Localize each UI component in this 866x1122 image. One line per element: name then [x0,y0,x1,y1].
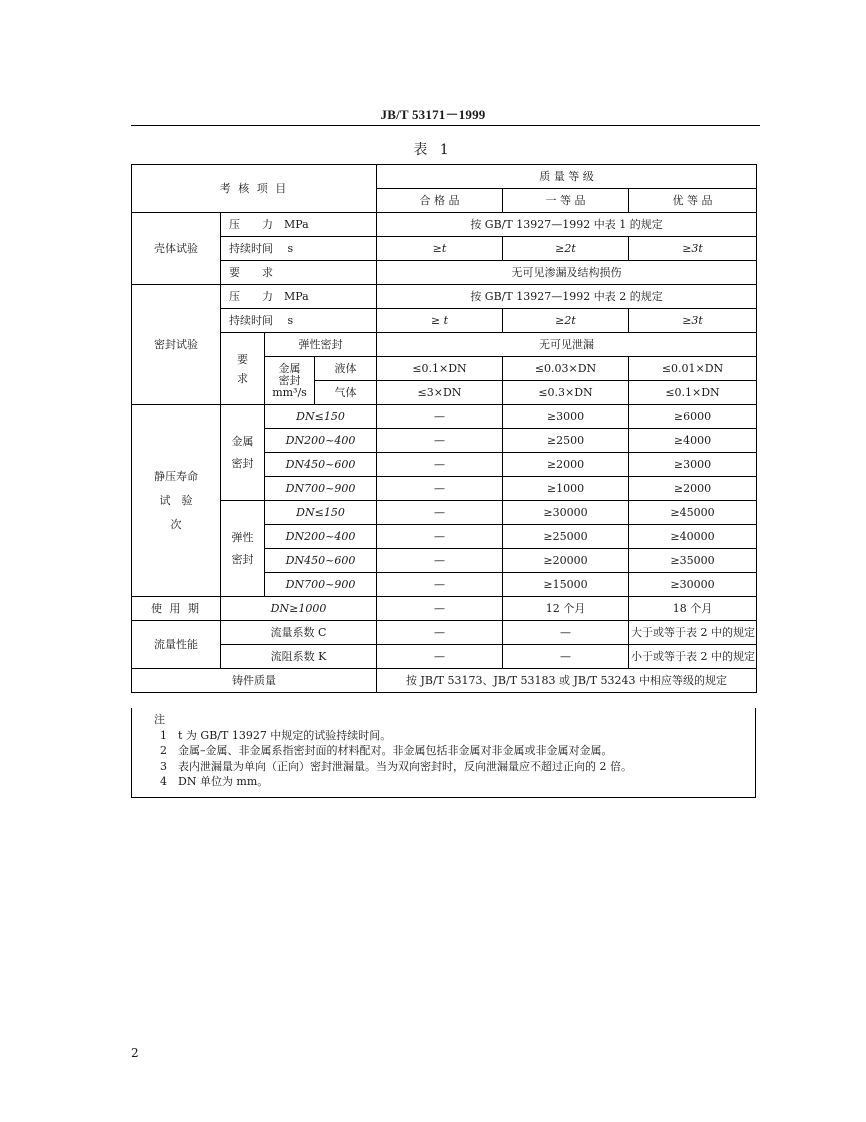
table-row [132,405,757,429]
life-elastic-g1: — [377,549,503,573]
life-elastic-size: DN200~400 [265,525,377,549]
life-elastic-g2: ≥20000 [503,549,629,573]
life-elastic-g2: ≥30000 [503,501,629,525]
resistance-coefficient-label: 流阻系数 K [221,645,377,669]
table-row [132,237,757,261]
note-item: 1 t 为 GB/T 13927 中规定的试验持续时间。 [160,728,392,742]
seal-duration-label: 持续时间 s [221,309,377,333]
life-elastic-g1: — [377,573,503,597]
flow-coefficient-g1: — [377,621,503,645]
table-row [132,213,757,237]
life-metal-size: DN700~900 [265,477,377,501]
life-elastic-line-a: 弹性 [231,530,254,544]
table-row [132,309,757,333]
shell-duration-g3: ≥3t [629,237,757,261]
notes-title: 注 [154,713,165,726]
seal-liquid-label: 液体 [315,357,377,381]
seal-duration-g2: ≥2t [503,309,629,333]
table-row [132,501,757,525]
quality-grade-table [131,164,757,693]
service-period-label: 使 用 期 [132,597,221,621]
shell-duration-label: 持续时间 s [221,237,377,261]
life-metal-g3: ≥2000 [629,477,757,501]
seal-pressure-label: 压 力 MPa [221,285,377,309]
seal-gas-g2: ≤0.3×DN [503,381,629,405]
life-line-c: 次 [170,517,182,531]
header-grade-superior: 优 等 品 [629,189,757,213]
life-metal-g1: — [377,477,503,501]
life-metal-g1: — [377,405,503,429]
seal-duration-g1: ≥ t [377,309,503,333]
life-metal-size: DN200~400 [265,429,377,453]
life-metal-g2: ≥1000 [503,477,629,501]
life-metal-line-b: 密封 [231,456,254,470]
flow-performance-label: 流量性能 [132,621,221,669]
shell-duration-g1: ≥t [377,237,503,261]
header-item: 考 核 项 目 [132,165,377,213]
life-line-b: 试 验 [159,493,193,507]
life-metal-line-a: 金属 [231,434,254,448]
life-metal-g3: ≥6000 [629,405,757,429]
seal-gas-g1: ≤3×DN [377,381,503,405]
seal-duration-g3: ≥3t [629,309,757,333]
seal-metal-line-b: 密封 [278,373,301,387]
life-line-a: 静压寿命 [154,469,198,483]
header-grade-first: 一 等 品 [503,189,629,213]
seal-metal-line-a: 金属 [278,361,301,375]
header-grade: 质 量 等 级 [377,165,757,189]
shell-requirement-value: 无可见渗漏及结构损伤 [377,261,757,285]
life-test-label [132,405,221,597]
table-row [132,669,757,693]
life-metal-g3: ≥4000 [629,429,757,453]
service-period-condition: DN≥1000 [221,597,377,621]
life-metal-g2: ≥2500 [503,429,629,453]
table-title: 表 1 [413,142,453,158]
seal-metal-unit: mm³/s [272,385,307,399]
life-elastic-g1: — [377,525,503,549]
casting-quality-value: 按 JB/T 53173、JB/T 53183 或 JB/T 53243 中相应等级的规定 [377,669,757,693]
table-row [132,645,757,669]
service-period-g3: 18 个月 [629,597,757,621]
life-metal-g1: — [377,429,503,453]
life-elastic-g3: ≥45000 [629,501,757,525]
flow-coefficient-g2: — [503,621,629,645]
resistance-coefficient-g2: — [503,645,629,669]
seal-req-line-a: 要 [237,352,248,366]
life-metal-size: DN≤150 [265,405,377,429]
shell-requirement-label: 要 求 [221,261,377,285]
table-row [132,597,757,621]
life-elastic-size: DN700~900 [265,573,377,597]
casting-quality-label: 铸件质量 [132,669,377,693]
life-elastic-g1: — [377,501,503,525]
seal-liquid-g2: ≤0.03×DN [503,357,629,381]
life-metal-g1: — [377,453,503,477]
life-elastic-line-b: 密封 [231,552,254,566]
seal-gas-label: 气体 [315,381,377,405]
life-elastic-g3: ≥40000 [629,525,757,549]
note-item: 4 DN 单位为 mm。 [160,775,269,788]
table-row [132,621,757,645]
flow-coefficient-g3: 大于或等于表 2 中的规定 [629,621,757,645]
note-item: 2 金属–金属、非金属系指密封面的材料配对。非金属包括非金属对非金属或非金属对金属。 [160,744,613,757]
shell-duration-g2: ≥2t [503,237,629,261]
seal-req-line-b: 求 [237,371,248,385]
shell-pressure-label: 压 力 MPa [221,213,377,237]
page-number: 2 [131,1046,139,1060]
seal-test-label: 密封试验 [132,285,221,405]
life-elastic-g3: ≥35000 [629,549,757,573]
shell-pressure-value: 按 GB/T 13927—1992 中表 1 的规定 [377,213,757,237]
seal-gas-g3: ≤0.1×DN [629,381,757,405]
life-elastic-g3: ≥30000 [629,573,757,597]
resistance-coefficient-g1: — [377,645,503,669]
life-metal-g2: ≥2000 [503,453,629,477]
service-period-g2: 12 个月 [503,597,629,621]
shell-test-label: 壳体试验 [132,213,221,285]
service-period-g1: — [377,597,503,621]
life-metal-g2: ≥3000 [503,405,629,429]
table-row [132,261,757,285]
life-elastic-g2: ≥15000 [503,573,629,597]
seal-elastic-value: 无可见泄漏 [377,333,757,357]
resistance-coefficient-g3: 小于或等于表 2 中的规定 [629,645,757,669]
seal-metal-label [265,357,315,405]
seal-liquid-g1: ≤0.1×DN [377,357,503,381]
table-row [132,333,757,357]
table-notes [131,708,756,798]
seal-elastic-label: 弹性密封 [265,333,377,357]
header-grade-qualified: 合 格 品 [377,189,503,213]
life-metal-g3: ≥3000 [629,453,757,477]
seal-requirement-label [221,333,265,405]
life-elastic-g2: ≥25000 [503,525,629,549]
header-rule [131,125,760,126]
life-elastic-label [221,501,265,597]
life-metal-size: DN450~600 [265,453,377,477]
seal-pressure-value: 按 GB/T 13927—1992 中表 2 的规定 [377,285,757,309]
note-item: 3 表内泄漏量为单向（正向）密封泄漏量。当为双向密封时，反向泄漏量应不超过正向的 2 倍。 [160,759,632,773]
standard-code: JB/T 53171－1999 [380,107,486,122]
table-row [132,285,757,309]
life-elastic-size: DN450~600 [265,549,377,573]
flow-coefficient-label: 流量系数 C [221,621,377,645]
life-elastic-size: DN≤150 [265,501,377,525]
life-metal-label [221,405,265,501]
table-row [132,165,757,189]
seal-liquid-g3: ≤0.01×DN [629,357,757,381]
